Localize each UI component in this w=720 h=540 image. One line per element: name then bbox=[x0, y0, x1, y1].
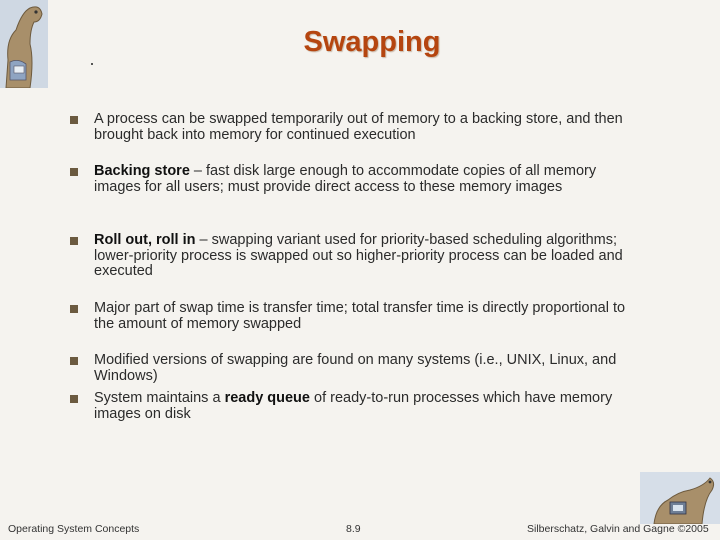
bullet-text-run: – fast disk large enough to accommodate copies of all memory images for all users; must provide direct access to these memory images bbox=[94, 163, 597, 195]
bullet-text-run: Modified versions of swapping are found on many systems (i.e., UNIX, Linux, and Windows) bbox=[94, 352, 617, 384]
footer-authors: Silberschatz, Galvin and Gagne ©2005 bbox=[527, 523, 709, 535]
bullet-bold-term: Backing store bbox=[94, 163, 190, 179]
footer-book-title: Operating System Concepts bbox=[8, 523, 140, 535]
bullet-text bbox=[94, 301, 634, 332]
bullet-text-run: A process can be swapped temporarily out of memory to a backing store, and then brought back into memory for continued execution bbox=[94, 111, 623, 143]
bullet-bold-term: Roll out, roll in bbox=[94, 232, 196, 248]
bullet-text bbox=[94, 233, 634, 280]
square-bullet-icon bbox=[70, 168, 78, 176]
bullet-text-run: System maintains a bbox=[94, 390, 225, 406]
bullet-text-run: of ready-to-run processes which have memory images on disk bbox=[94, 390, 613, 422]
bullet-text bbox=[94, 353, 634, 384]
square-bullet-icon bbox=[70, 237, 78, 245]
bullet-text bbox=[94, 391, 634, 422]
bullet-text bbox=[94, 164, 634, 195]
slide-title: Swapping bbox=[303, 26, 441, 58]
square-bullet-icon bbox=[70, 305, 78, 313]
stray-dot bbox=[91, 63, 93, 65]
dinosaur-logo-bottom bbox=[640, 472, 720, 524]
square-bullet-icon bbox=[70, 116, 78, 124]
bullet-text-run: Major part of swap time is transfer time; total transfer time is directly proportional to the amount of memory swapped bbox=[94, 300, 626, 332]
footer-page-number: 8.9 bbox=[346, 523, 361, 535]
bullet-text-run: – swapping variant used for priority-based scheduling algorithms; lower-priority process is swapped out so higher-priority process can be loaded and executed bbox=[94, 232, 623, 279]
square-bullet-icon bbox=[70, 357, 78, 365]
bullet-bold-term: ready queue bbox=[224, 390, 310, 406]
bullet-text bbox=[94, 112, 634, 143]
square-bullet-icon bbox=[70, 395, 78, 403]
